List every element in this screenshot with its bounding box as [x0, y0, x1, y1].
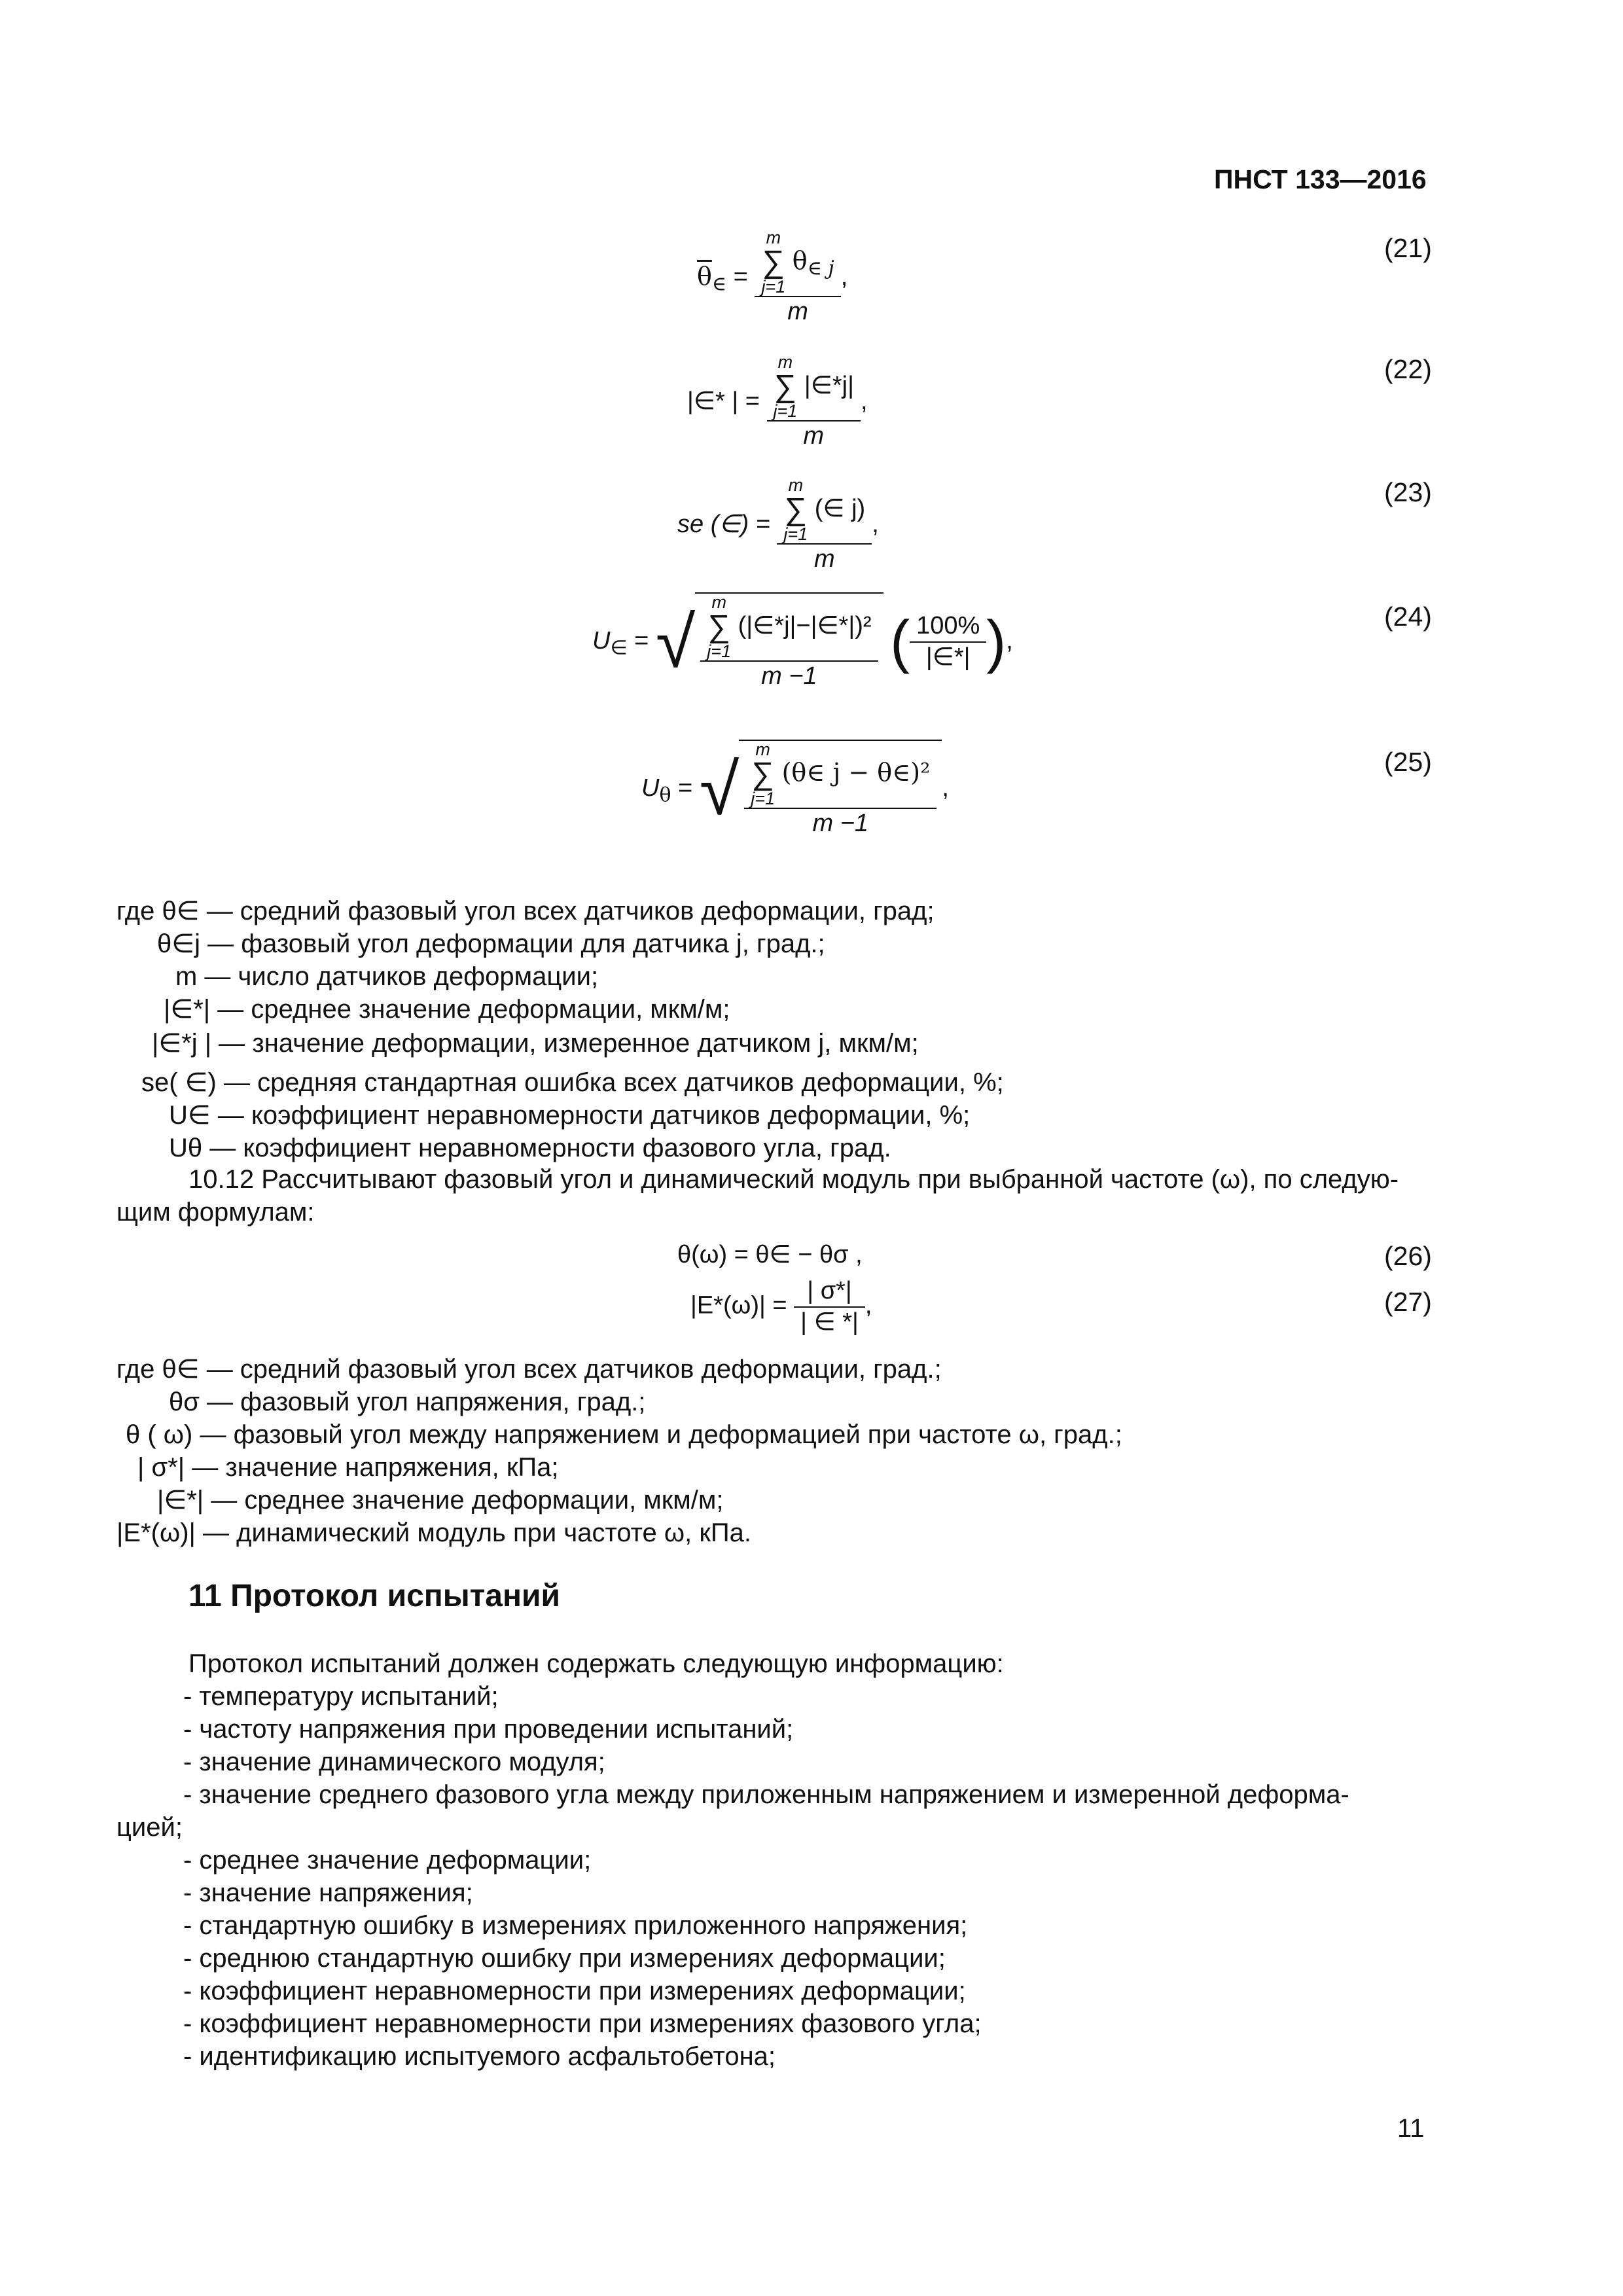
page-number: 11 — [1397, 2114, 1425, 2143]
where1-line-6: se( ∈) — средняя стандартная ошибка всех датчиков деформации, %; — [141, 1068, 1004, 1097]
equation-21: $\overline{\theta}_\in$ = m ∑ j=1 $\theta_{\in j}$ m , — [697, 228, 848, 325]
where1-line-4: |∈*| — среднее значение деформации, мкм/м; — [164, 995, 730, 1024]
list-item: - стандартную ошибку в измерениях приложенного напряжения; — [183, 1911, 968, 1940]
list-item: - идентификацию испытуемого асфальтобетона; — [183, 2042, 776, 2071]
section-11-title: 11 Протокол испытаний — [188, 1579, 560, 1613]
equation-number-22: (22) — [1384, 354, 1432, 384]
where1-line-1: где θ∈ — средний фазовый угол всех датчиков деформации, град; — [116, 897, 935, 925]
document-code: ПНСТ 133—2016 — [1214, 164, 1427, 194]
list-item: - значение среднего фазового угла между приложенным напряжением и измеренной деформа- — [183, 1780, 1349, 1809]
equation-number-21: (21) — [1384, 233, 1432, 263]
where1-line-5: |∈*j | — значение деформации, измеренное датчиком j, мкм/м; — [152, 1029, 919, 1058]
equation-number-24: (24) — [1384, 601, 1432, 632]
where2-line-3: θ ( ω) — фазовый угол между напряжением и деформацией при частоте ω, град.; — [126, 1420, 1122, 1449]
equation-number-26: (26) — [1384, 1241, 1432, 1271]
list-item: - среднее значение деформации; — [183, 1846, 592, 1874]
list-item: - среднюю стандартную ошибку при измерениях деформации; — [183, 1944, 946, 1973]
list-item: - значение динамического модуля; — [183, 1748, 605, 1776]
where2-line-5: |∈*| — среднее значение деформации, мкм/м; — [157, 1486, 724, 1515]
where1-line-3: m — число датчиков деформации; — [175, 962, 599, 991]
list-item: - значение напряжения; — [183, 1878, 473, 1907]
equation-24: $U_\in$ = √ m ∑ j=1 (|∈*j|−|∈*|)² m −1 ( $\frac{100\%}{|\in*|}$ ), — [592, 592, 1013, 692]
equation-26: θ(ω) = θ∈ − θσ , — [677, 1241, 863, 1268]
equation-22: |∈* | = m ∑ j=1 |∈*j| m , — [687, 352, 868, 450]
equation-27: |E*(ω)| = $\frac{| \sigma*|}{| \in *|}$ , — [690, 1277, 872, 1336]
equation-number-27: (27) — [1384, 1287, 1432, 1317]
list-item: - температуру испытаний; — [183, 1682, 499, 1711]
equation-25: $U_\theta$ = √ m ∑ j=1 (θ∈ j − θ∈)² m −1 , — [641, 740, 949, 839]
para-10-12-line-1: 10.12 Рассчитывают фазовый угол и динамический модуль при выбранной частоте (ω), по следую- — [188, 1165, 1399, 1194]
list-item: - коэффициент неравномерности при измерениях деформации; — [183, 1977, 966, 2005]
section-11-intro: Протокол испытаний должен содержать следующую информацию: — [188, 1649, 1004, 1678]
equation-number-25: (25) — [1384, 747, 1432, 777]
where2-line-1: где θ∈ — средний фазовый угол всех датчиков деформации, град.; — [116, 1355, 942, 1384]
para-10-12-line-2: щим формулам: — [116, 1198, 315, 1227]
where1-line-7: U∈ — коэффициент неравномерности датчиков деформации, %; — [169, 1101, 971, 1130]
list-item: - коэффициент неравномерности при измерениях фазового угла; — [183, 2009, 982, 2038]
list-item: - частоту напряжения при проведении испытаний; — [183, 1715, 794, 1744]
equation-23: se (∈) = m ∑ j=1 (∈ j) m , — [677, 475, 879, 573]
where2-line-4: | σ*| — значение напряжения, кПа; — [137, 1453, 559, 1482]
where1-line-8: Uθ — коэффициент неравномерности фазового угла, град. — [169, 1134, 891, 1162]
where1-line-2: θ∈j — фазовый угол деформации для датчика j, град.; — [157, 929, 825, 958]
where2-line-6: |E*(ω)| — динамический модуль при частоте ω, кПа. — [116, 1518, 751, 1547]
list-item-continuation: цией; — [116, 1813, 183, 1842]
where2-line-2: θσ — фазовый угол напряжения, град.; — [169, 1388, 646, 1416]
equation-number-23: (23) — [1384, 477, 1432, 507]
